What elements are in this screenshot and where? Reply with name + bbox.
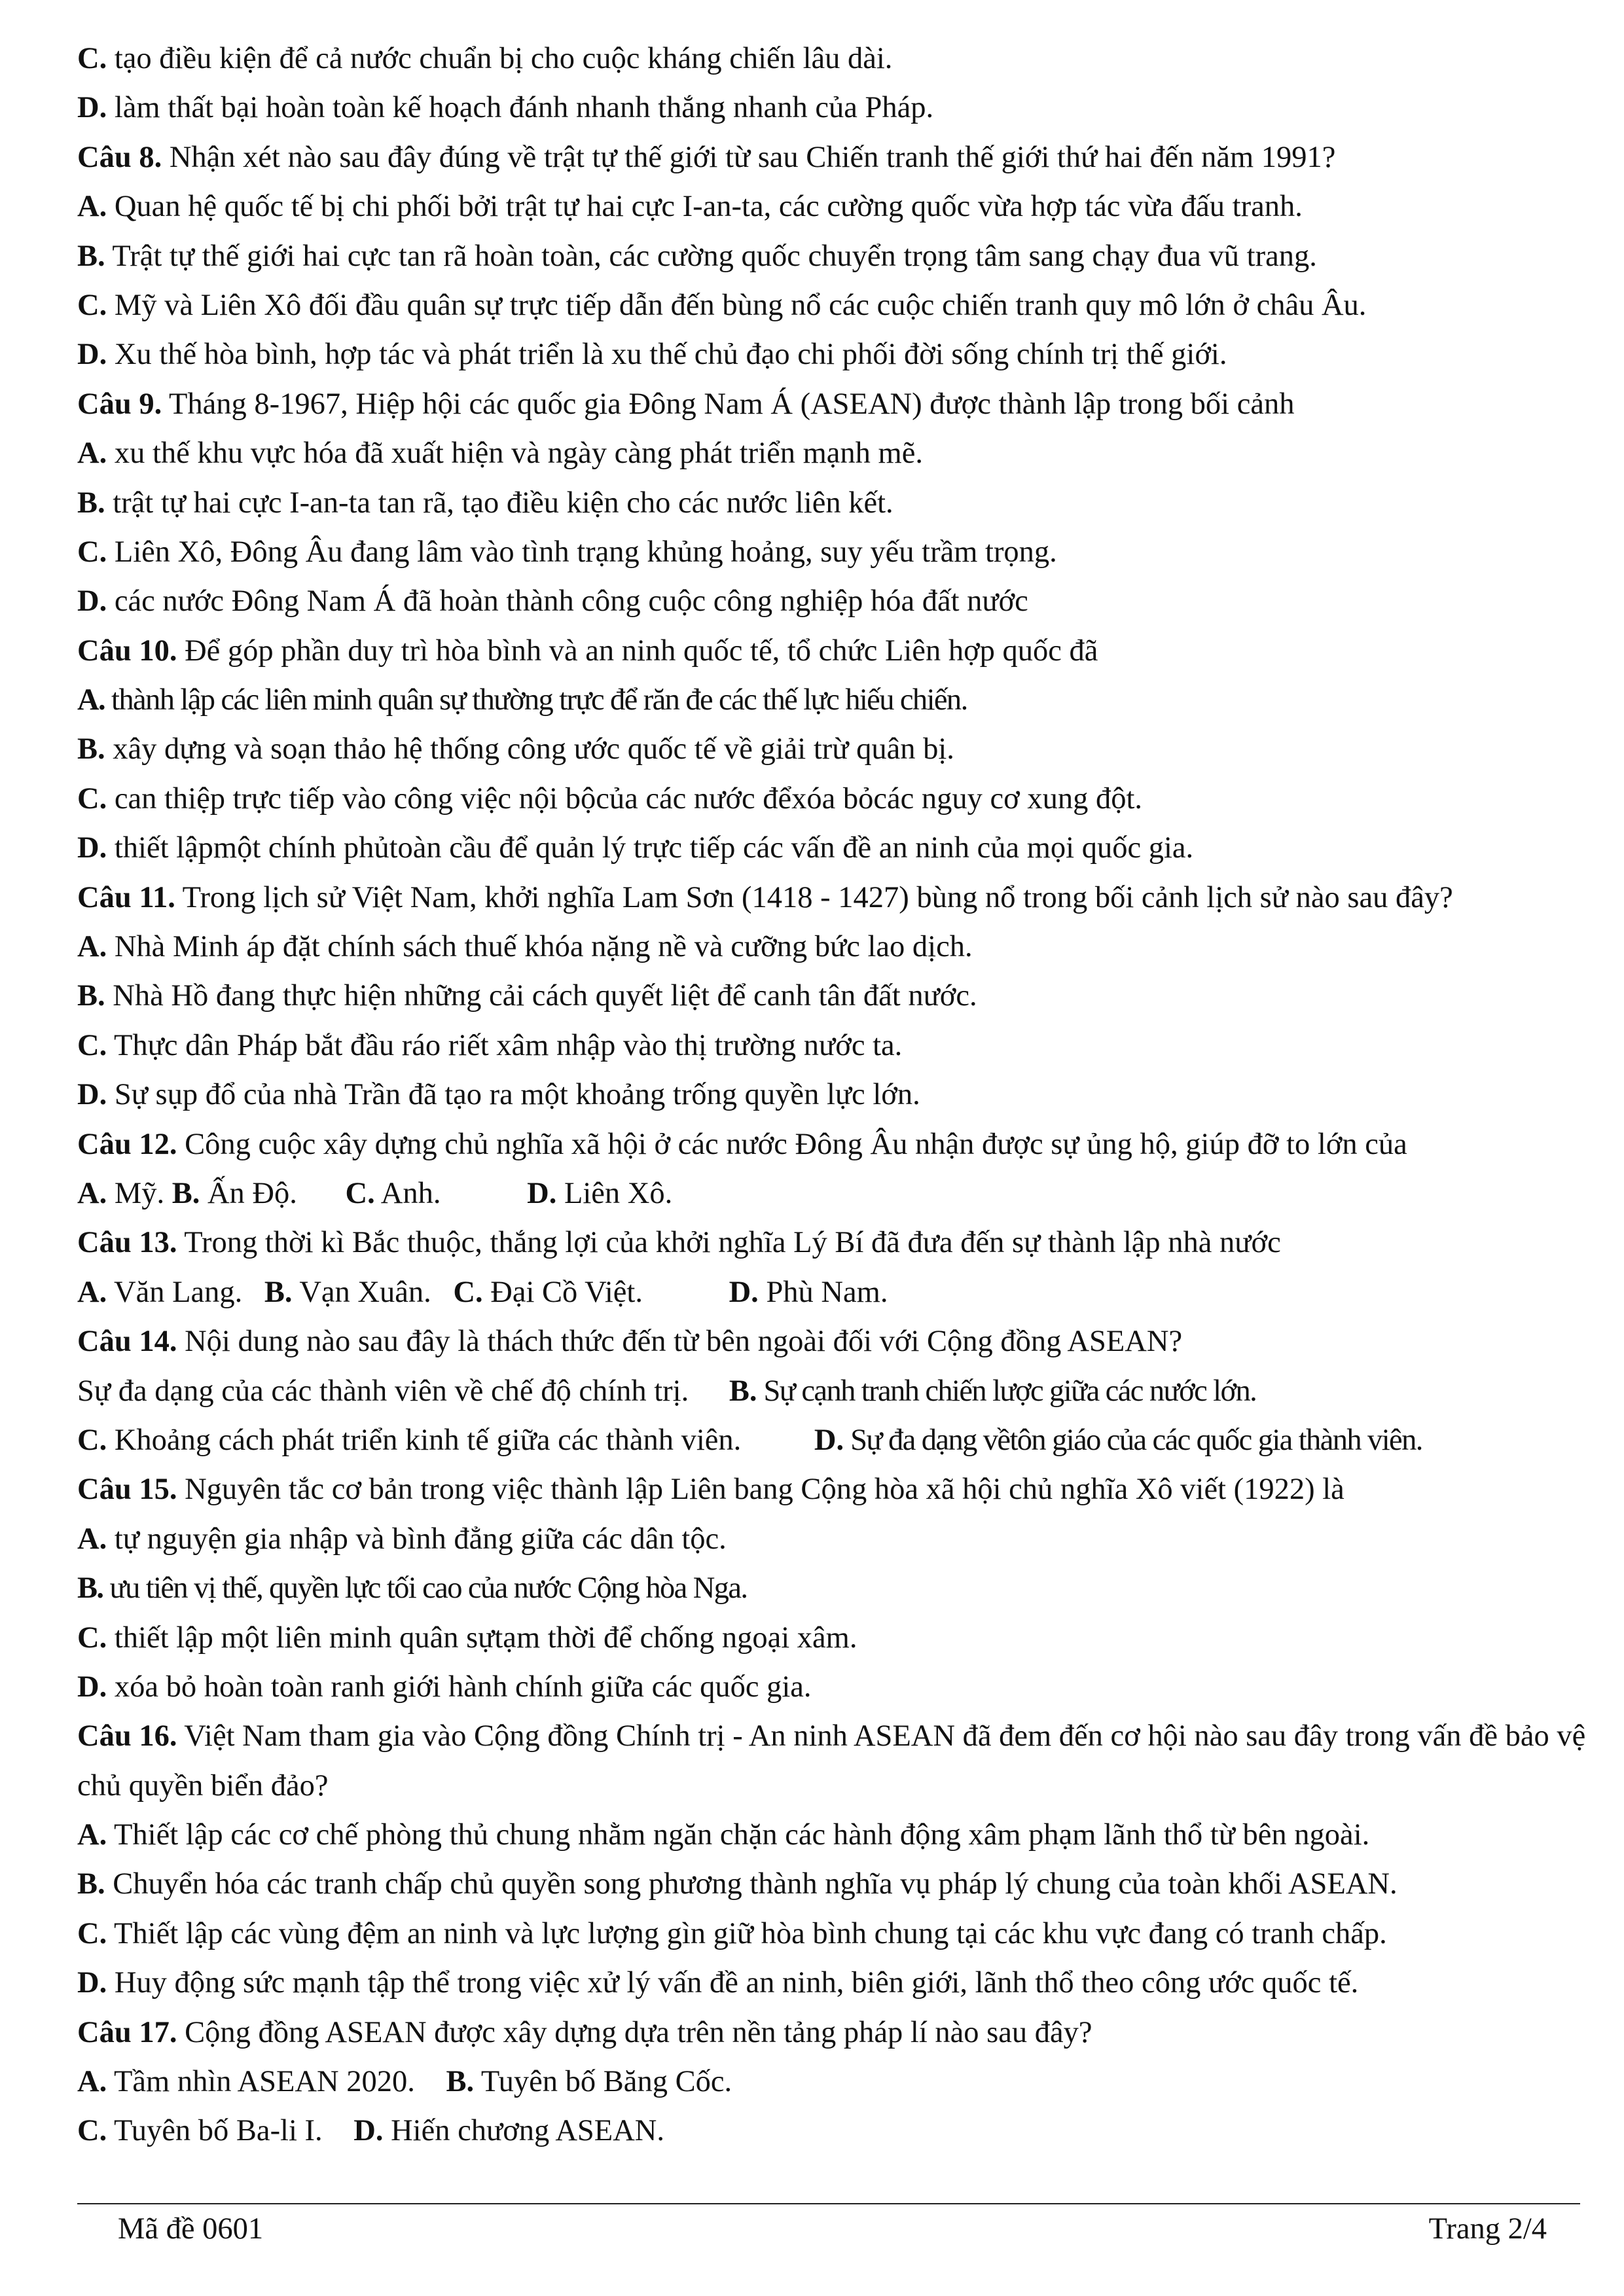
page-number: Trang 2/4 [1428, 2212, 1547, 2246]
option-label: D. [77, 584, 107, 619]
option-label: C. [345, 1176, 375, 1210]
option-text: Xu thế hòa bình, hợp tác và phát triển là xu thế chủ đạo chi phối đời sống chính trị thế giới. [107, 338, 1227, 372]
question-text: Nội dung nào sau đây là thách thức đến từ bên ngoài đối với Cộng đồng ASEAN? [177, 1325, 1183, 1359]
option-line [77, 330, 1596, 379]
question-number: Câu 11. [77, 880, 175, 914]
option-line [77, 1909, 1596, 1958]
option-text: Tuyên bố Băng Cốc. [474, 2065, 732, 2099]
exam-code: Mã đề 0601 [118, 2212, 264, 2246]
question-line [77, 1120, 1596, 1169]
question-text: Để góp phần duy trì hòa bình và an ninh quốc tế, tổ chức Liên hợp quốc đã [177, 634, 1098, 668]
option-row [77, 2057, 1596, 2106]
option-text: Trật tự thế giới hai cực tan rã hoàn toàn, các cường quốc chuyển trọng tâm sang chạy đua vũ trang. [105, 239, 1317, 273]
option-text: Sự cạnh tranh chiến lược giữa các nước lớn. [757, 1374, 1257, 1408]
option-text: Huy động sức mạnh tập thể trong việc xử lý vấn đề an ninh, biên giới, lãnh thổ theo công ước quốc tế. [107, 1966, 1359, 2000]
option-label: C. [77, 42, 107, 75]
option-text: Nhà Minh áp đặt chính sách thuế khóa nặng nề và cưỡng bức lao dịch. [107, 930, 973, 964]
option-label: D. [527, 1176, 557, 1210]
option-label: C. [77, 781, 107, 816]
option-text: Sự đa dạng của các thành viên về chế độ chính trị. [77, 1374, 689, 1408]
option-text: xây dựng và soạn thảo hệ thống công ước quốc tế về giải trừ quân bị. [105, 732, 954, 766]
question-line [77, 1317, 1596, 1366]
option-text: Anh. [374, 1176, 441, 1210]
option-text: Tầm nhìn ASEAN 2020. [107, 2065, 415, 2099]
option-label: A. [77, 437, 107, 471]
option-row [77, 1268, 1596, 1317]
option-label: D. [77, 831, 107, 865]
option-label: C. [453, 1275, 483, 1309]
option-label: A. [77, 683, 105, 717]
option-text: Tuyên bố Ba-li I. [107, 2114, 323, 2148]
option-label: D. [814, 1423, 844, 1457]
question-line [77, 133, 1596, 182]
option-text: làm thất bại hoàn toàn kế hoạch đánh nhanh thắng nhanh của Pháp. [107, 91, 934, 125]
question-number: Câu 9. [77, 387, 162, 421]
option-line [77, 577, 1596, 626]
option-text: xu thế khu vực hóa đã xuất hiện và ngày càng phát triển mạnh mẽ. [107, 437, 923, 471]
option-line [77, 34, 1596, 83]
option-label: C. [77, 1028, 107, 1062]
option-text: Mỹ. [107, 1176, 165, 1210]
option-line [77, 725, 1596, 774]
question-number: Câu 12. [77, 1127, 177, 1161]
option-text: tạo điều kiện để cả nước chuẩn bị cho cuộc kháng chiến lâu dài. [107, 42, 893, 75]
option-label: D. [77, 91, 107, 125]
question-line [77, 873, 1596, 922]
option-label: D. [353, 2114, 384, 2148]
option-text: trật tự hai cực I-an-ta tan rã, tạo điều kiện cho các nước liên kết. [105, 486, 893, 520]
option-label: B. [77, 732, 105, 766]
option-line [77, 971, 1596, 1020]
option-line [77, 1859, 1596, 1909]
question-text: Công cuộc xây dựng chủ nghĩa xã hội ở các nước Đông Âu nhận được sự ủng hộ, giúp đỡ to lớn của [177, 1127, 1407, 1161]
option-label: B. [77, 239, 105, 273]
option-line [77, 83, 1596, 132]
option-text: ưu tiên vị thế, quyền lực tối cao của nước Cộng hòa Nga. [103, 1571, 748, 1605]
option-line [77, 429, 1596, 478]
option-row [77, 1367, 1596, 1416]
option-label: B. [77, 486, 105, 520]
option-text: thành lập các liên minh quân sự thường trực để răn đe các thế lực hiếu chiến. [105, 683, 967, 717]
option-text: Mỹ và Liên Xô đối đầu quân sự trực tiếp dẫn đến bùng nổ các cuộc chiến tranh quy mô lớn ở châu Âu. [107, 288, 1367, 322]
option-line [77, 528, 1596, 577]
option-line [77, 1810, 1596, 1859]
question-number: Câu 10. [77, 634, 177, 668]
option-text: Nhà Hồ đang thực hiện những cải cách quyết liệt để canh tân đất nước. [105, 979, 977, 1013]
option-text: thiết lập một liên minh quân sựtạm thời để chống ngoại xâm. [107, 1621, 857, 1655]
option-label: B. [171, 1176, 200, 1210]
option-label: B. [729, 1374, 757, 1408]
option-text: Đại Cồ Việt. [482, 1275, 643, 1309]
question-line [77, 1465, 1596, 1514]
question-line [77, 2008, 1596, 2057]
question-text: Trong lịch sử Việt Nam, khởi nghĩa Lam Sơn (1418 - 1427) bùng nổ trong bối cảnh lịch sử nào sau đây? [175, 880, 1453, 914]
option-label: D. [77, 1078, 107, 1112]
option-label: A. [77, 1522, 107, 1556]
option-label: D. [77, 1966, 107, 2000]
option-line [77, 1021, 1596, 1070]
option-label: B. [77, 1571, 103, 1605]
option-line [77, 922, 1596, 971]
option-line [77, 478, 1596, 528]
option-text: Sự sụp đổ của nhà Trần đã tạo ra một khoảng trống quyền lực lớn. [107, 1078, 920, 1112]
option-label: B. [77, 979, 105, 1013]
option-text: các nước Đông Nam Á đã hoàn thành công cuộc công nghiệp hóa đất nước [107, 584, 1028, 619]
option-label: C. [77, 1423, 107, 1457]
option-label: A. [77, 1176, 107, 1210]
option-label: A. [77, 930, 107, 964]
option-line [77, 232, 1596, 281]
option-label: D. [77, 338, 107, 372]
option-label: C. [77, 288, 107, 322]
question-number: Câu 16. [77, 1719, 177, 1753]
option-text: tự nguyện gia nhập và bình đẳng giữa các dân tộc. [107, 1522, 727, 1556]
option-label: A. [77, 190, 107, 224]
question-line [77, 626, 1596, 675]
option-text: Sự đa dạng vềtôn giáo của các quốc gia thành viên. [844, 1423, 1422, 1457]
option-line [77, 182, 1596, 231]
option-text: Liên Xô, Đông Âu đang lâm vào tình trạng khủng hoảng, suy yếu trầm trọng. [107, 535, 1057, 569]
option-row [77, 1416, 1596, 1465]
question-number: Câu 14. [77, 1325, 177, 1359]
question-number: Câu 15. [77, 1473, 177, 1507]
option-text: Thiết lập các vùng đệm an ninh và lực lượng gìn giữ hòa bình chung tại các khu vực đang có tranh chấp. [107, 1916, 1387, 1950]
question-line [77, 380, 1596, 429]
question-text: Tháng 8-1967, Hiệp hội các quốc gia Đông Nam Á (ASEAN) được thành lập trong bối cảnh [162, 387, 1295, 421]
option-label: B. [77, 1867, 105, 1901]
question-text: Nguyên tắc cơ bản trong việc thành lập Liên bang Cộng hòa xã hội chủ nghĩa Xô viết (1922) là [177, 1473, 1344, 1507]
option-line [77, 1958, 1596, 2007]
option-text: Chuyển hóa các tranh chấp chủ quyền song phương thành nghĩa vụ pháp lý chung của toàn khối ASEAN. [105, 1867, 1398, 1901]
option-line [77, 1564, 1596, 1613]
option-line [77, 675, 1596, 725]
question-text: Trong thời kì Bắc thuộc, thắng lợi của khởi nghĩa Lý Bí đã đưa đến sự thành lập nhà nước [177, 1226, 1281, 1260]
option-line [77, 281, 1596, 330]
option-text: can thiệp trực tiếp vào công việc nội bộcủa các nước đểxóa bỏcác nguy cơ xung đột. [107, 781, 1143, 816]
option-line [77, 823, 1596, 872]
question-line [77, 1712, 1596, 1810]
option-label: B. [446, 2065, 475, 2099]
question-number: Câu 8. [77, 140, 162, 174]
question-text: Việt Nam tham gia vào Cộng đồng Chính trị - An ninh ASEAN đã đem đến cơ hội nào sau đây trong vấn đề bảo vệ chủ quyền biển đảo? [77, 1719, 1586, 1803]
option-text: Văn Lang. [107, 1275, 243, 1309]
option-text: Khoảng cách phát triển kinh tế giữa các thành viên. [107, 1423, 742, 1457]
option-text: Liên Xô. [556, 1176, 673, 1210]
option-label: A. [77, 2065, 107, 2099]
question-number: Câu 13. [77, 1226, 177, 1260]
option-line [77, 1070, 1596, 1119]
option-text: Quan hệ quốc tế bị chi phối bởi trật tự hai cực I-an-ta, các cường quốc vừa hợp tác vừa đấu tranh. [107, 190, 1303, 224]
question-number: Câu 17. [77, 2015, 177, 2049]
option-label: A. [77, 1818, 107, 1852]
option-label: C. [77, 535, 107, 569]
option-line [77, 774, 1596, 823]
option-row [77, 2106, 1596, 2155]
option-text: Thực dân Pháp bắt đầu ráo riết xâm nhập vào thị trường nước ta. [107, 1028, 903, 1062]
option-text: Ấn Độ. [200, 1176, 297, 1210]
option-label: C. [77, 1916, 107, 1950]
option-line [77, 1515, 1596, 1564]
option-text: xóa bỏ hoàn toàn ranh giới hành chính giữa các quốc gia. [107, 1670, 812, 1704]
option-text: Vạn Xuân. [292, 1275, 431, 1309]
option-line [77, 1613, 1596, 1662]
option-text: Thiết lập các cơ chế phòng thủ chung nhằm ngăn chặn các hành động xâm phạm lãnh thổ từ bên ngoài. [107, 1818, 1370, 1852]
question-text: Cộng đồng ASEAN được xây dựng dựa trên nền tảng pháp lí nào sau đây? [177, 2015, 1092, 2049]
footer-divider [77, 2203, 1580, 2204]
question-text: Nhận xét nào sau đây đúng về trật tự thế giới từ sau Chiến tranh thế giới thứ hai đến năm 1991? [162, 140, 1336, 174]
option-label: D. [729, 1275, 759, 1309]
option-label: C. [77, 1621, 107, 1655]
exam-page-body [77, 34, 1596, 2156]
option-text: Hiến chương ASEAN. [383, 2114, 664, 2148]
option-label: D. [77, 1670, 107, 1704]
option-label: A. [77, 1275, 107, 1309]
option-row [77, 1169, 1596, 1218]
option-line [77, 1662, 1596, 1712]
question-line [77, 1218, 1596, 1267]
option-text: thiết lậpmột chính phủtoàn cầu để quản lý trực tiếp các vấn đề an ninh của mọi quốc gia. [107, 831, 1194, 865]
option-label: B. [264, 1275, 293, 1309]
option-text: Phù Nam. [758, 1275, 888, 1309]
option-label: C. [77, 2114, 107, 2148]
